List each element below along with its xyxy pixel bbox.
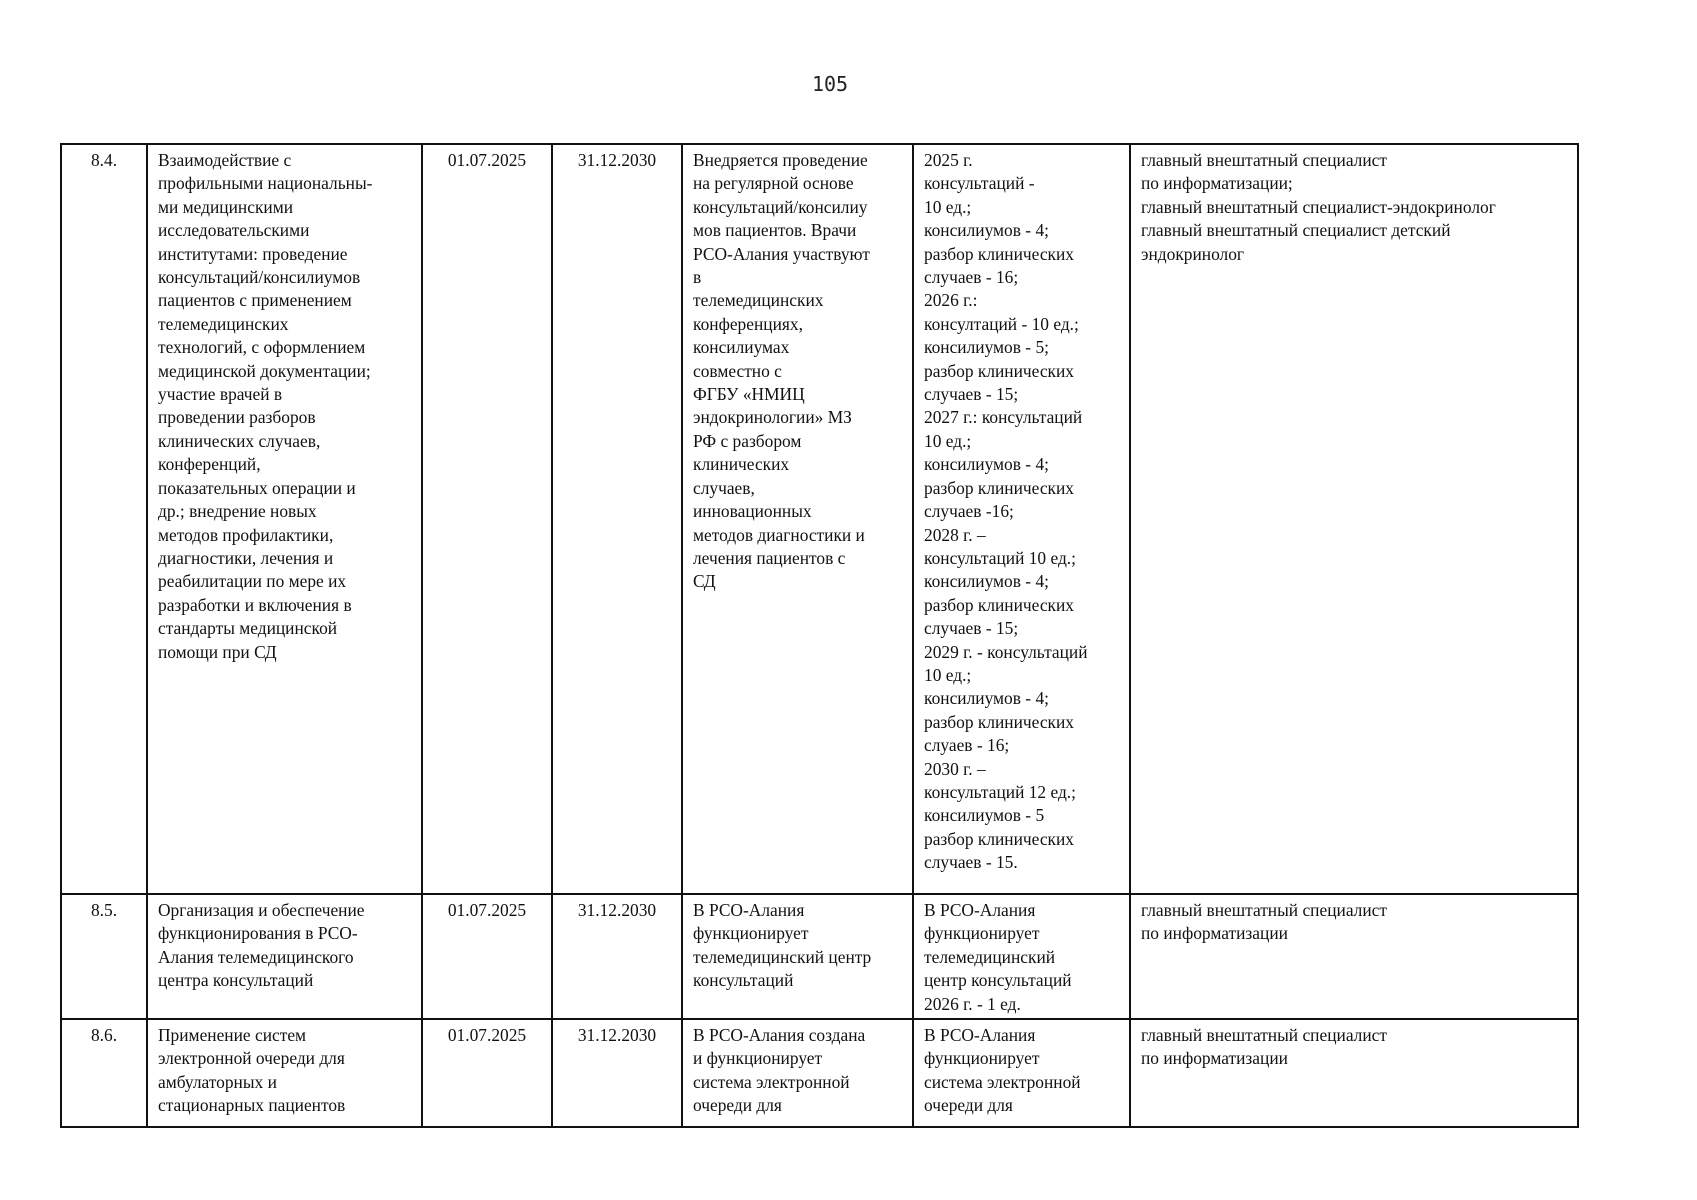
indicator-cell: 2025 г. консультаций - 10 ед.; консилиумов - 4; разбор клинических случаев - 16; 2026 г.: консултаций - 10 ед.; консилиумов - 5; разбор клинических случаев - 15; 2027 г.: консультаций 10 ед.; консилиумов - 4; разбор клинических случаев -16; 2028 г. – консультаций 10 ед.; консилиумов - 4; разбор клинических случаев - 15; 2029 г. - консультаций 10 ед.; консилиумов - 4; разбор клинических слуаев - 16; 2030 г. – консультаций 12 ед.; консилиумов - 5 разбор клинических случаев - 15. [913, 144, 1130, 894]
table-row [61, 894, 1578, 1019]
indicator-cell: В РСО-Алания функционирует система электронной очереди для [913, 1019, 1130, 1127]
responsible-cell: главный внештатный специалист по информатизации [1130, 894, 1578, 1019]
start-date-cell: 01.07.2025 [422, 144, 552, 894]
activity-cell: Применение систем электронной очереди для амбулаторных и стационарных пациентов [147, 1019, 422, 1127]
responsible-cell: главный внештатный специалист по информатизации [1130, 1019, 1578, 1127]
result-cell: В РСО-Алания функционирует телемедицинский центр консультаций [682, 894, 913, 1019]
row-number: 8.5. [61, 894, 147, 1019]
end-date-cell: 31.12.2030 [552, 1019, 682, 1127]
activity-cell: Организация и обеспечение функционирования в РСО- Алания телемедицинского центра консультаций [147, 894, 422, 1019]
row-number: 8.6. [61, 1019, 147, 1127]
page-number: 105 [811, 72, 849, 96]
result-cell: В РСО-Алания создана и функционирует система электронной очереди для [682, 1019, 913, 1127]
end-date-cell: 31.12.2030 [552, 144, 682, 894]
measures-table [60, 143, 1579, 1128]
start-date-cell: 01.07.2025 [422, 894, 552, 1019]
end-date-cell: 31.12.2030 [552, 894, 682, 1019]
activity-cell: Взаимодействие с профильными национальны- ми медицинскими исследовательскими институтами: проведение консультаций/консилиумов пациентов с применением телемедицинских технологий, с оформлением медицинской документации; участие врачей в проведении разборов клинических случаев, конференций, показательных операции и др.; внедрение новых методов профилактики, диагностики, лечения и реабилитации по мере их разработки и включения в стандарты медицинской помощи при СД [147, 144, 422, 894]
responsible-cell: главный внештатный специалист по информатизации; главный внештатный специалист-эндокринолог главный внештатный специалист детский эндокринолог [1130, 144, 1578, 894]
result-cell: Внедряется проведение на регулярной основе консультаций/консилиу мов пациентов. Врачи РСО-Алания участвуют в телемедицинских конференциях, консилиумах совместно с ФГБУ «НМИЦ эндокринологии» МЗ РФ с разбором клинических случаев, инновационных методов диагностики и лечения пациентов с СД [682, 144, 913, 894]
start-date-cell: 01.07.2025 [422, 1019, 552, 1127]
indicator-cell: В РСО-Алания функционирует телемедицинский центр консультаций 2026 г. - 1 ед. [913, 894, 1130, 1019]
row-number: 8.4. [61, 144, 147, 894]
table-row [61, 144, 1578, 894]
table-row [61, 1019, 1578, 1127]
